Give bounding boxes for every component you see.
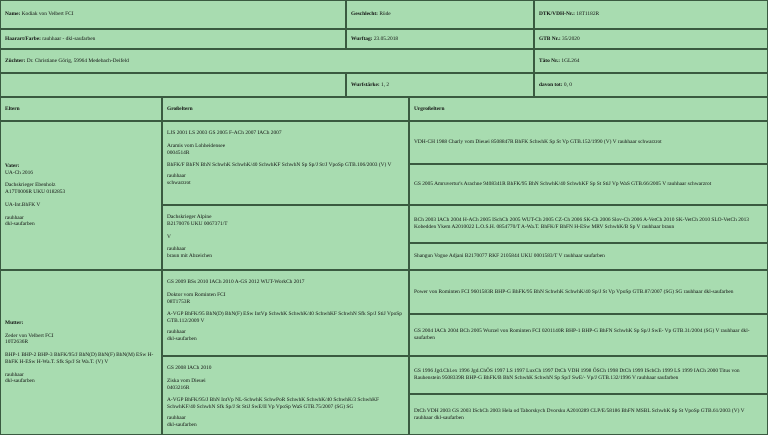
dtk-label: DTK/VDH-Nr.: [539,11,575,18]
grandparent-2-cell [162,205,409,270]
thereof-cell [534,73,768,97]
gtb-label: GTB Nr.: [539,35,561,42]
name-value: Kodiak von Velbert FCI [21,11,74,18]
gp2-color: braun mit Abzeichen [167,253,212,259]
grandparent-1-cell [162,121,409,205]
dam-name: Zeder von Velbert FCI [5,332,54,339]
dam-reg: 10T2636R [5,339,29,346]
breeder-label: Züchter: [5,57,26,64]
ggp-text-8: DtCh VDH 2003 GS 2003 ISchCh 2003 Hela od Taborskych Dvorsku A2010289 CLP/E/58186 BhFN MSBL SchwhK Sp St VpoSp GTB.61/2003 (V) V rauhhaar dkl-saufarben [414,407,745,421]
gp1-color: schwarzrot [167,179,191,186]
grandparent-4-cell [162,356,409,435]
ggp-text-7: GS 1996 Jgd.Chl.ex 1996 Jgd.ChÖS 1997 LS 1997 LuxCh 1997 DtCh VDH 1998 ÖSCh 1998 DtCh 1999 ISchCh 1999 LS 1999 IACh 2000 Titus von Rauhenstein 9508339R BHP-G BhFK/B BhN SchwhK SchwhN Sp Sp/J SwE/- Vp/J GTB.132/1996 V rauhhaar saufarben [414,368,740,381]
whelp-label: Wurftag: [351,35,373,42]
sire-color: dkl-saufarben [5,221,35,228]
ggp-cell-3 [409,205,768,243]
dam-color: dkl-saufarben [5,378,35,385]
gp2-coat: rauhhaar [167,246,186,253]
dam-cell [0,270,162,435]
sire-cell [0,121,162,270]
litter-label: Wurfstärke: [351,81,380,88]
gp3-perf: A-VGP BhFK/95 BhN(D) BhN(F) ESw IntVp SchwhK SchwhK/40 SchwhKF SchwhN Sfk Sp/J StiJ VpoSp GTB.112/2009 V [167,311,402,324]
litter-cell [346,73,534,97]
ggp-text-6: GS 2004 IACh 2004 BCh 2005 Wurzel von Rominten FCI 0201140R BHP-1 BHP-G BhFN SchwhK Sp Sp/J SwE- Vp GTB.31/2004 (SG) V rauhhaar dkl-saufarben [414,328,750,341]
gp4-color: dkl-saufarben [167,421,197,428]
column-header-greatgrandparents: Urgroßeltern [409,97,768,121]
gtb-value: 35/2020 [562,35,580,42]
gp3-coat: rauhhaar [167,328,186,335]
name-cell [0,0,346,29]
sex-cell [346,0,534,29]
coat-label: Haarart/Farbe: [5,35,41,42]
gtb-cell [534,29,768,49]
tatoo-label: Täto Nr.: [539,57,561,64]
gp1-titles: LJS 2001 LS 2003 GS 2005 F-ACh 2007 IACh 2007 [167,130,282,136]
sire-perf: UA-Int.BhFK V [5,201,41,208]
ggp-cell-7 [409,356,768,394]
ggp-text-2: GS 2005 Amruvertur's Arachne 9408341R BhFK/95 BhN SchwhK/40 SchwhKF Sp St StiJ Vp WaS GTB.66/2005 V rauhhaar schwarzrot [414,181,712,188]
gp4-perf: A-VGP BhFK/95/J BhN IntVp NL-SchwhK SchwPoR SchwhK SchwhK/40 SchwhK/3 SchwhKF SchwhKF/40 SchwhN Sfk Sp/J St StiJ SwE/II Vp VpoSp WaS GTB.75/2007 (SG) SG [167,397,379,410]
grandparent-3-cell [162,270,409,356]
gp3-name: Doktor vom Rominten FCI [167,291,226,298]
sire-name: Dachskrieger Ebenholz [5,182,56,189]
gp2-name: Dachskrieger Alpine [167,214,212,220]
gp3-reg: 08T1753R [167,298,191,305]
dam-coat: rauhhaar [5,371,24,378]
dam-role: Mutter: [5,319,24,326]
gp1-perf: BhFK/F BhFN BhN SchwhK SchwhK/40 SchwhKF SchwhN Sp Sp/J St/J VpoSp GTB.106/2003 (V) V [167,162,392,169]
gp1-name: Aramis vom Lohheidensee [167,142,226,149]
gp2-perf: V [167,233,171,240]
sire-role: Vater: [5,162,20,169]
gp4-titles: GS 2008 IACh 2010 [167,365,212,371]
sire-coat: rauhhaar [5,214,24,221]
thereof-value: 0, 0 [563,81,572,88]
tatoo-cell [534,49,768,73]
gp3-titles: GS 2009 BSs 2010 IACh 2010 A-GS 2012 WUT-WorkCh 2017 [167,279,305,285]
column-header-grandparents: Großeltern [162,97,409,121]
sex-value: Rüde [379,11,391,18]
ggp-cell-4 [409,243,768,270]
ggp-text-5: Power von Rominten FCI 9601583R BHP-G BhFK/95 BhN SchwhK SchwhK/40 Sp/J St Vp VpoSp GTB.87/2007 (SG) SG rauhhaar dkl-saufarben [414,288,734,295]
gp4-coat: rauhhaar [167,414,186,421]
sire-reg: A17T0006R UKU 0182853 [5,189,66,196]
gp4-reg: 0403216R [167,384,190,391]
column-header-parents: Eltern [0,97,162,121]
gp1-coat: rauhhaar [167,173,186,179]
thereof-label: davon tot: [539,81,563,88]
empty-cell [0,73,346,97]
whelp-cell [346,29,534,49]
dtk-value: 18T1182R [576,11,600,18]
breeder-value: Dr. Christiane Görig, 59964 Medebach-Deifeld [26,57,129,64]
gp4-name: Ziska vom Dieuei [167,377,206,384]
dam-perf: BHP-1 BHP-2 BHP-3 BhFK/95/J BhN(D) BhN(F) BhN(M) ESw H-BhFK H-ESw H-Wa.T. Sfk Sp/J St Wa.T. (V) V [5,352,154,365]
name-label: Name: [5,11,21,18]
ggp-cell-8 [409,394,768,435]
ggp-cell-2 [409,164,768,205]
gp3-color: dkl-saufarben [167,335,197,342]
coat-cell [0,29,346,49]
ggp-text-3: BCh 2003 IACh 2004 H-ACh 2005 ISchCh 2005 WUT-Ch 2005 CZ-Ch 2006 SK-Ch 2006 Slov-Ch 2006 A-VetCh 2010 SK-VetCh 2010 SLO-VetCh 2013 Kobedden Ykem A2010022 L.O.S.H. 0854770/T A-Wa.T. BhFK/F BhFN H-ESw MRV SchwhK/B Sp V rauhhaar braun [414,217,749,230]
litter-value: 1, 2 [381,81,390,88]
sex-label: Geschlecht: [351,11,378,18]
dtk-cell [534,0,768,29]
ggp-cell-1 [409,121,768,164]
breeder-cell [0,49,534,73]
gp2-reg: B2170076 UKU 0067371/T [167,220,228,227]
ggp-text-1: VDH-CH 1988 Charly vom Dieuei 8508847R BhFK SchwhK Sp St Vp GTB.152/1990 (V) V rauhhaar schwarzrot [414,139,662,146]
gp1-reg: 0004514R [167,149,190,156]
ggp-text-4: Shangun Vogue Adjani B2170077 RKF 2105844 UKU 0001583/T V rauhhaar saufarben [414,253,605,260]
coat-value: rauhhaar - dkl-saufarben [42,35,96,42]
tatoo-value: 1GL264 [561,57,580,64]
ggp-cell-6 [409,314,768,356]
sire-titles: UA-Ch 2016 [5,169,34,176]
whelp-value: 23.05.2018 [373,35,399,42]
ggp-cell-5 [409,270,768,314]
